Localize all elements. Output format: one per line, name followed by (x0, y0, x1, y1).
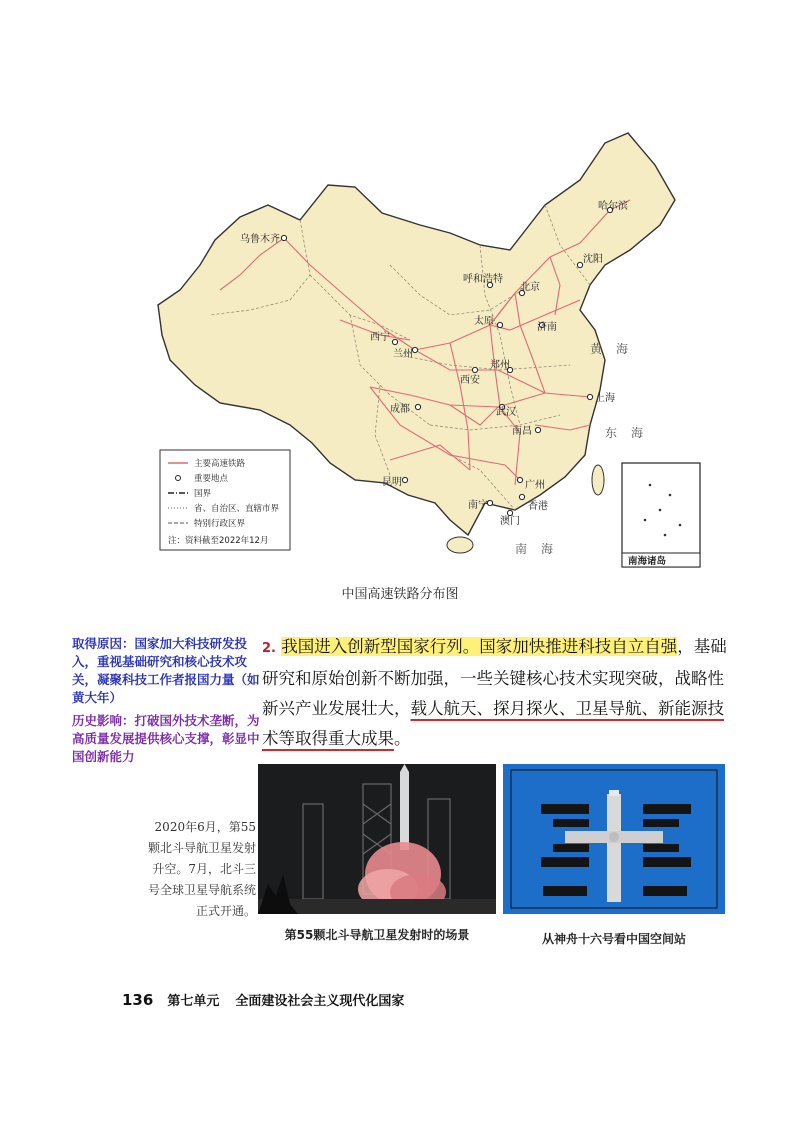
city-label: 乌鲁木齐 (240, 234, 280, 245)
photo-caption-station: 从神舟十六号看中国空间站 (541, 932, 686, 946)
city-label: 沈阳 (583, 254, 603, 265)
city-label: 成都 (390, 404, 410, 415)
city-label: 太原 (474, 316, 494, 327)
city-label: 郑州 (490, 360, 510, 371)
city-label: 广州 (525, 480, 545, 491)
inset-label: 南海诸岛 (628, 556, 667, 567)
svg-text:省、自治区、直辖市界: 省、自治区、直辖市界 (194, 504, 280, 514)
sea-label-yellow: 黄海 (590, 342, 643, 356)
unit-label: 第七单元 (167, 994, 220, 1009)
underlined-achievements: 载人航天、探月探火、卫星导航、新能源技术等取得重大成果 (262, 699, 724, 748)
handwritten-note-impact: 历史影响：打破国外技术垄断，为高质量发展提供核心支撑，彰显中国创新能力 (72, 713, 260, 764)
sea-label-east: 东海 (605, 426, 658, 440)
handwritten-note-cause: 取得原因：国家加大科技研发投入，重视基础研究和核心技术攻关，凝聚科技工作者报国力量（如黄大年） (72, 636, 260, 705)
page-footer (122, 990, 404, 1009)
paragraph-text: ，基础研究和原始创新不断加强，一些关键核心技术实现突破，战略性新兴产业发展壮大， (262, 637, 727, 718)
svg-text:注：资料截至2022年12月: 注：资料截至2022年12月 (168, 536, 269, 546)
photo-beidou-launch (258, 764, 496, 914)
city-label: 兰州 (393, 349, 413, 360)
svg-text:特别行政区界: 特别行政区界 (194, 519, 246, 529)
city-label: 呼和浩特 (463, 274, 503, 285)
map-caption: 中国高速铁路分布图 (341, 587, 459, 602)
photo-space-station (503, 764, 725, 914)
side-note: 2020年6月，第55颗北斗导航卫星发射升空。7月，北斗三号全球卫星导航系统正式开通。 (148, 820, 257, 918)
city-label: 济南 (537, 322, 557, 333)
city-label: 南昌 (512, 426, 532, 437)
main-paragraph (262, 632, 732, 754)
city-label: 澳门 (500, 516, 520, 527)
page-number: 136 (122, 991, 154, 1009)
sea-label-south: 南海 (515, 542, 568, 556)
city-label: 西宁 (370, 332, 390, 343)
item-number: 2. (262, 641, 276, 656)
unit-title: 全面建设社会主义现代化国家 (235, 994, 405, 1009)
city-label: 北京 (520, 282, 540, 293)
svg-text:国界: 国界 (194, 489, 212, 499)
city-label: 上海 (595, 393, 615, 404)
paragraph-end: 。 (394, 729, 411, 748)
city-label: 香港 (528, 501, 548, 512)
city-label: 武汉 (496, 407, 516, 418)
photo-caption-launch: 第55颗北斗导航卫星发射时的场景 (284, 928, 470, 942)
map-legend (160, 450, 290, 550)
city-label: 哈尔滨 (598, 201, 628, 212)
city-label: 南宁 (468, 500, 488, 511)
svg-text:重要地点: 重要地点 (194, 474, 229, 484)
city-label: 昆明 (382, 477, 402, 488)
highlight-phrase-2: 国家加快推进科技自立自强 (479, 637, 678, 656)
highlight-phrase-1: 我国进入创新型国家行列。 (281, 637, 480, 656)
city-label: 西安 (460, 375, 480, 386)
china-high-speed-rail-map (150, 125, 710, 575)
svg-text:主要高速铁路: 主要高速铁路 (194, 459, 246, 469)
